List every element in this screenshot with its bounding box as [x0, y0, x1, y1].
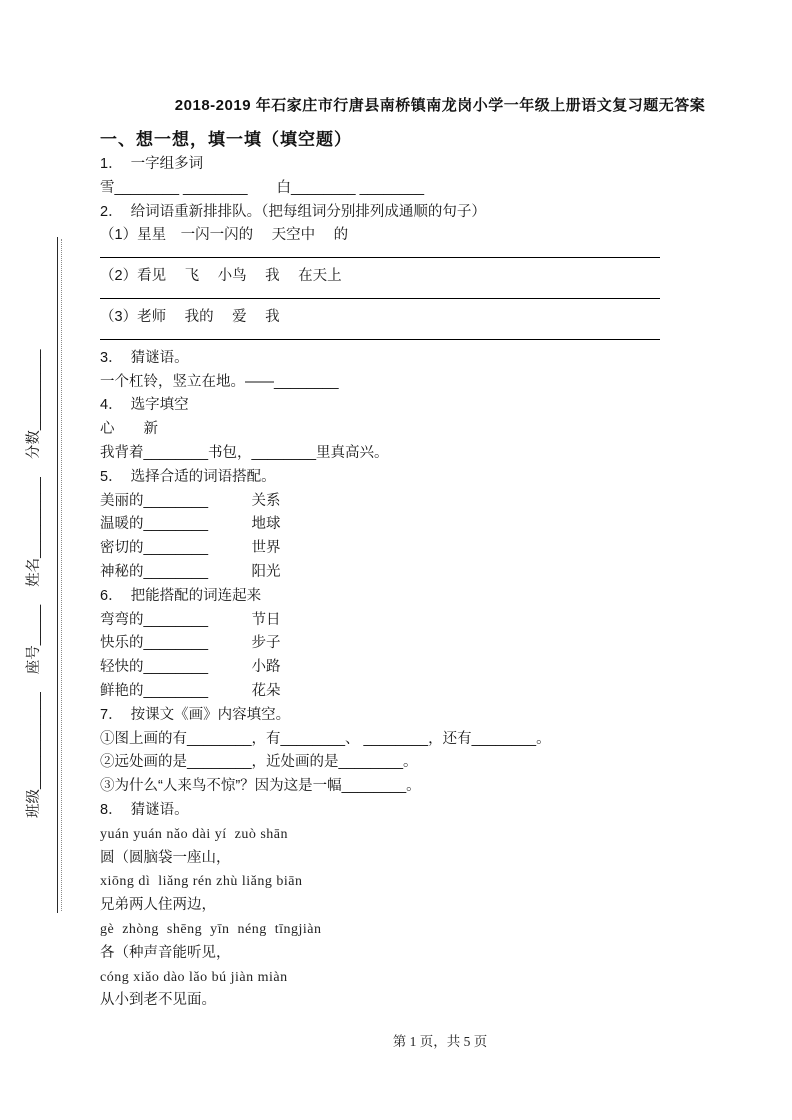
seal-field-label: 座号 — [26, 645, 42, 675]
seal-field-label: 姓名 — [26, 557, 42, 587]
content-line: 兄弟两人住两边， — [100, 897, 216, 914]
seal-field-blank: __________ — [26, 349, 42, 431]
seal-field-blank: _____ — [26, 604, 42, 646]
content-line: （1）星星 一闪一闪的 天空中 的 — [100, 227, 349, 244]
content-line: 密切的________ 世界 — [100, 540, 281, 557]
seal-field-blank: ____________ — [26, 692, 42, 789]
seal-field-blank: __________ — [26, 477, 42, 558]
page-number: 第 1 页，共 5 页 — [392, 1034, 488, 1049]
question-list — [100, 153, 715, 1013]
seal-field — [26, 692, 42, 818]
seal-margin-fields — [22, 288, 43, 818]
page-title: 2018-2019 年石家庄市行唐县南桥镇南龙岗小学一年级上册语文复习题无答案 — [174, 97, 706, 114]
section-heading: 一、想一想，填一填（填空题） — [100, 130, 352, 149]
content-line: 从小到老不见面。 — [100, 992, 216, 1009]
content-line: 各（种声音能听见， — [100, 944, 231, 961]
seal-field-label: 分数 — [26, 430, 42, 460]
answer-blank-line — [100, 330, 660, 340]
pinyin-line: xiōng dì liǎng rén zhù liǎng biān — [100, 874, 303, 890]
content-line: 轻快的________ 小路 — [100, 659, 281, 676]
seal-line-dotted — [61, 239, 62, 911]
content-line: 美丽的________ 关系 — [100, 492, 281, 509]
content-line: 温暖的________ 地球 — [100, 516, 281, 533]
content-line: 7． 按课文《画》内容填空。 — [100, 706, 291, 723]
seal-field — [26, 605, 42, 674]
content-line: 4． 选字填空 — [100, 397, 189, 414]
content-line: 2． 给词语重新排排队。（把每组词分别排列成通顺的句子） — [100, 203, 486, 220]
content-line: 心 新 — [100, 421, 158, 438]
content-line: 3． 猜谜语。 — [100, 349, 189, 366]
content-line: ③为什么“人来鸟不惊”？因为这是一幅________。 — [100, 778, 421, 795]
answer-blank-line — [100, 248, 660, 258]
content-line: （2）看见 飞 小鸟 我 在天上 — [100, 268, 342, 285]
content-line: 雪________ ________ 白________ ________ — [100, 179, 425, 196]
seal-field — [26, 349, 42, 459]
pinyin-line: cóng xiǎo dào lǎo bú jiàn miàn — [100, 969, 288, 985]
content-line: 快乐的________ 步子 — [100, 635, 281, 652]
content-line: 我背着________书包，________里真高兴。 — [100, 444, 389, 461]
content-line: ②远处画的是________，近处画的是________。 — [100, 754, 418, 771]
content-line: 1． 一字组多词 — [100, 156, 204, 172]
seal-field-label: 班级 — [26, 789, 42, 818]
content-line: 神秘的________ 阳光 — [100, 563, 281, 580]
seal-line-solid — [57, 237, 58, 913]
content-line: ①图上画的有________，有________、 ________，还有________。 — [100, 730, 551, 747]
content-line: 5． 选择合适的词语搭配。 — [100, 468, 276, 485]
content-line: 鲜艳的________ 花朵 — [100, 682, 281, 699]
content-line: 弯弯的________ 节日 — [100, 611, 281, 628]
pinyin-line: gè zhòng shēng yīn néng tīngjiàn — [100, 921, 322, 937]
content-line: 一个杠铃，竖立在地。——________ — [100, 373, 339, 390]
answer-blank-line — [100, 289, 660, 299]
content-line: （3）老师 我的 爱 我 — [100, 308, 280, 325]
content-line: 6． 把能搭配的词连起来 — [100, 587, 262, 604]
pinyin-line: yuán yuán nǎo dài yí zuò shān — [100, 826, 289, 842]
seal-field — [26, 477, 42, 587]
content-line: 圆（圆脑袋一座山， — [100, 849, 231, 866]
content-line: 8． 猜谜语。 — [100, 801, 189, 818]
